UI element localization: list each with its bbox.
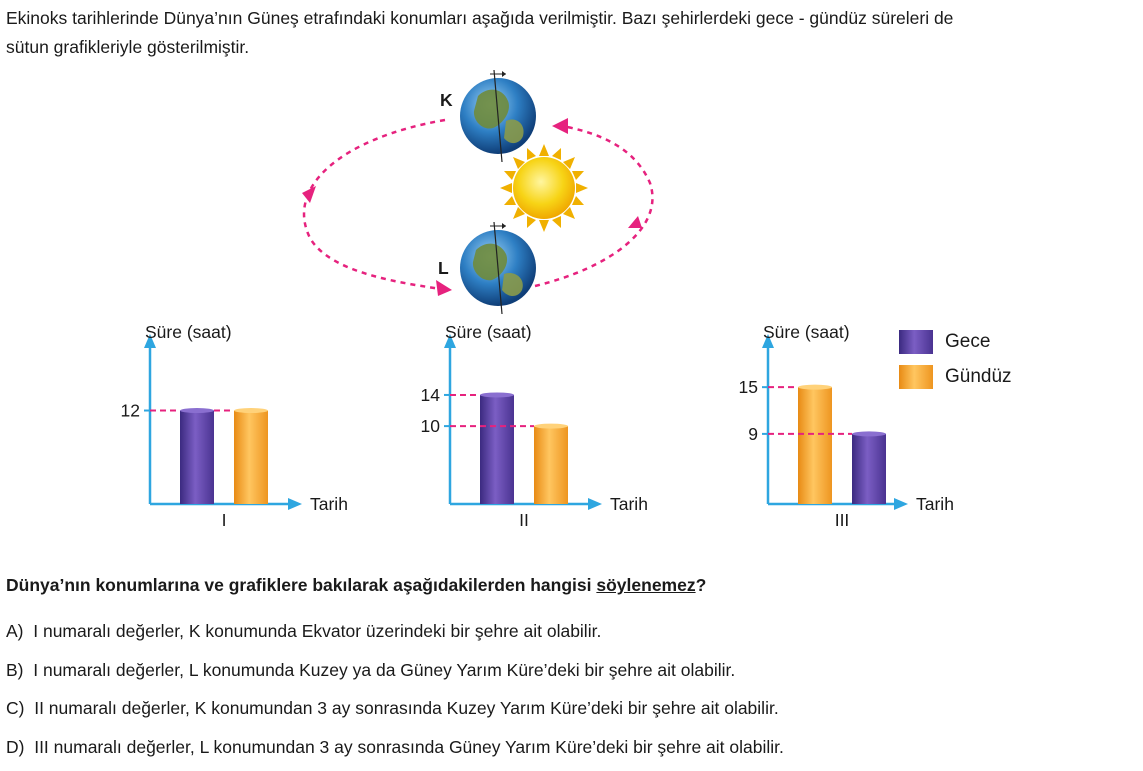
option-text: II numaralı değerler, K konumundan 3 ay sonrasında Kuzey Yarım Küre’deki bir şehre ait olabilir.	[34, 698, 778, 718]
bar-night	[180, 411, 214, 504]
bar-chart-ii	[410, 318, 670, 536]
option-letter: B)	[6, 660, 24, 680]
legend-item-day	[899, 359, 1012, 394]
orbit-arrow-icon	[302, 186, 316, 203]
earth-globe-l-icon	[460, 222, 536, 314]
option-text: I numaralı değerler, L konumunda Kuzey ya da Güney Yarım Küre’deki bir şehre ait olabilir.	[33, 660, 735, 680]
y-tick-label: 15	[739, 377, 758, 397]
bar-cap	[180, 408, 214, 413]
bar-cap	[798, 385, 832, 390]
question-before: Dünya’nın konumlarına ve grafiklere bakılarak aşağıdakilerden hangisi	[6, 575, 596, 595]
option-letter: D)	[6, 737, 24, 757]
bar-night	[852, 434, 886, 504]
answer-options	[6, 617, 784, 771]
option-d[interactable]	[6, 733, 784, 771]
intro-line-1: Ekinoks tarihlerinde Dünya’nın Güneş etrafındaki konumları aşağıda verilmiştir. Bazı şehirlerdeki gece - gündüz süreleri de	[6, 4, 1136, 33]
orbit-arrow-icon	[552, 118, 568, 134]
x-axis-label: Tarih	[916, 494, 954, 514]
chart-legend	[899, 324, 1012, 394]
bar-cap	[480, 392, 514, 397]
y-tick-label: 10	[421, 416, 441, 436]
option-b[interactable]	[6, 656, 784, 695]
sun-icon	[500, 144, 588, 232]
bar-day	[234, 411, 268, 504]
bar-day	[798, 387, 832, 504]
orbit-arrow-icon	[628, 216, 642, 228]
y-tick-label: 9	[748, 424, 758, 444]
y-tick-label: 12	[121, 401, 140, 421]
intro-line-2: sütun grafikleriyle gösterilmiştir.	[6, 33, 1136, 62]
bar-cap	[534, 424, 568, 429]
bar-cap	[852, 431, 886, 436]
bar-day	[534, 426, 568, 504]
y-axis-label: Süre (saat)	[763, 322, 850, 342]
bar-night	[480, 395, 514, 504]
bar-cap	[234, 408, 268, 413]
option-a[interactable]	[6, 617, 784, 656]
x-axis-label: Tarih	[310, 494, 348, 514]
legend-item-night	[899, 324, 1012, 359]
y-axis-label: Süre (saat)	[145, 322, 232, 342]
question-underlined: söylenemez	[596, 575, 695, 595]
legend-label-night: Gece	[945, 331, 990, 353]
legend-swatch-day	[899, 365, 933, 389]
option-letter: A)	[6, 621, 24, 641]
x-axis-label: Tarih	[610, 494, 648, 514]
bar-chart-i	[110, 318, 370, 536]
legend-swatch-night	[899, 330, 933, 354]
category-label: II	[519, 510, 529, 530]
category-label: III	[835, 510, 850, 530]
x-axis-arrow-icon	[288, 498, 302, 510]
option-letter: C)	[6, 698, 24, 718]
y-axis-label: Süre (saat)	[445, 322, 532, 342]
option-text: III numaralı değerler, L konumundan 3 ay sonrasında Güney Yarım Küre’deki bir şehre ait olabilir.	[34, 737, 784, 757]
position-l-label: L	[438, 258, 449, 278]
option-text: I numaralı değerler, K konumunda Ekvator üzerindeki bir şehre ait olabilir.	[33, 621, 601, 641]
y-tick-label: 14	[421, 385, 441, 405]
category-label: I	[222, 510, 227, 530]
question-text	[6, 575, 706, 596]
bar-chart-iii	[728, 318, 908, 536]
orbit-diagram	[280, 68, 680, 318]
question-after: ?	[696, 575, 707, 595]
position-k-label: K	[440, 90, 453, 110]
x-axis-arrow-icon	[588, 498, 602, 510]
orbit-path-left	[304, 120, 448, 290]
earth-globe-k-icon	[460, 70, 536, 162]
intro-text	[6, 4, 1136, 62]
legend-label-day: Gündüz	[945, 366, 1012, 388]
x-axis-arrow-icon	[894, 498, 908, 510]
orbit-arrow-icon	[436, 280, 452, 296]
option-c[interactable]	[6, 694, 784, 733]
